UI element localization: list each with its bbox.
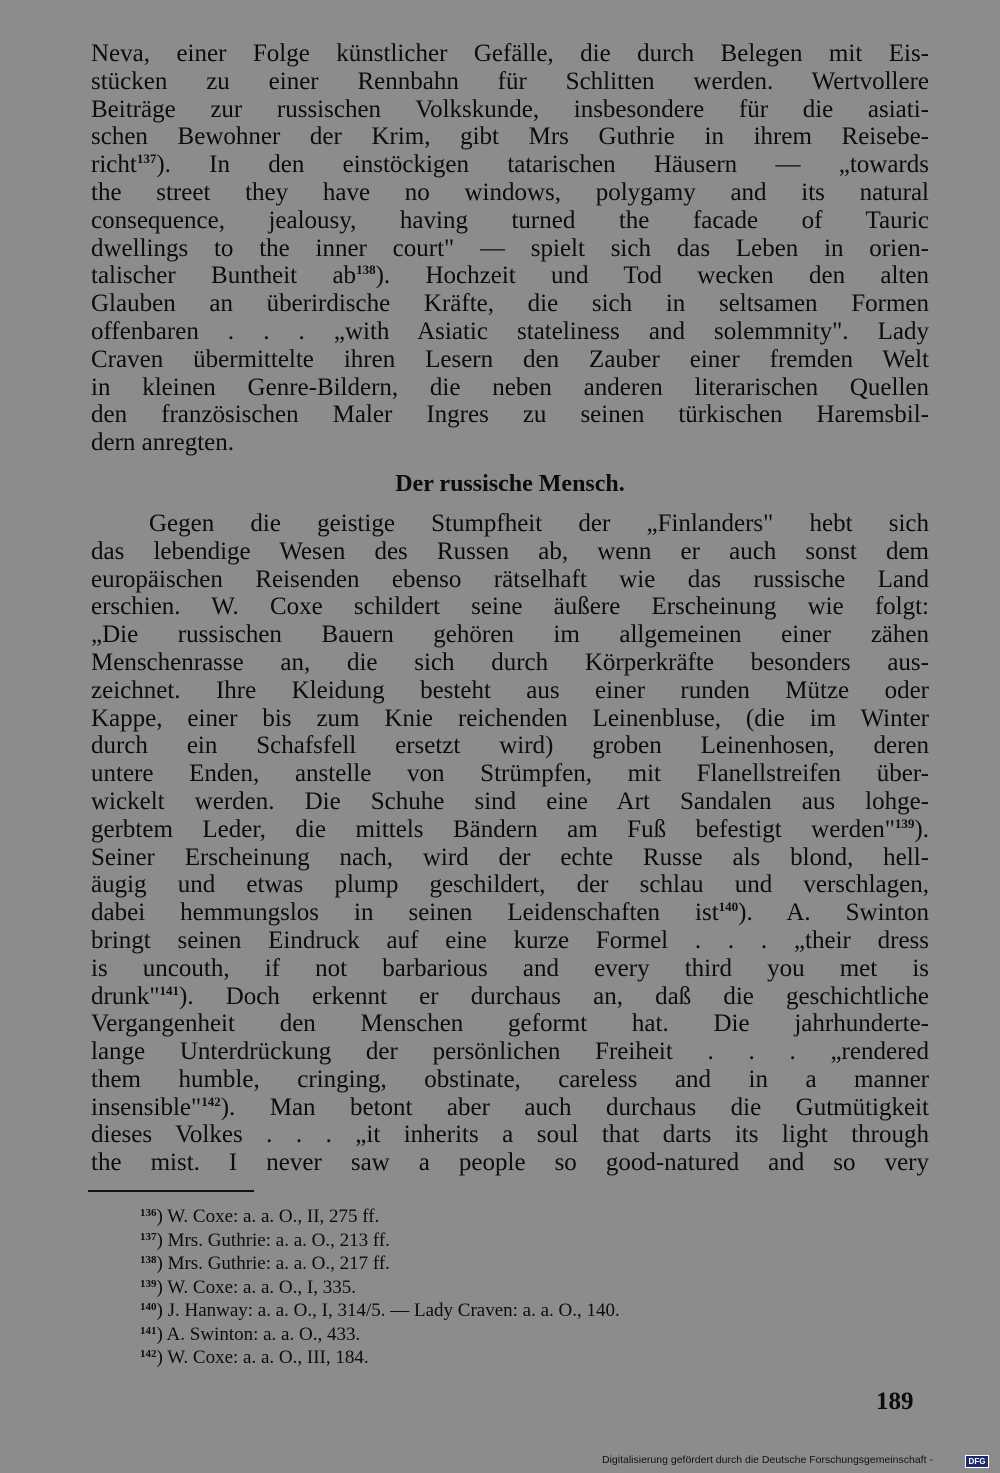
text-line: dwellings to the inner court" — spielt sich das Leben in orien- xyxy=(91,234,929,262)
footnote-ref: 141 xyxy=(159,982,180,998)
footnote-ref: 138 xyxy=(356,262,376,278)
text-line: is uncouth, if not barbarious and every third you met is xyxy=(91,954,929,982)
text-line: in kleinen Genre-Bildern, die neben anderen literarischen Quellen xyxy=(91,373,929,401)
footnote-number: 142 xyxy=(140,1348,157,1360)
text-line: bringt seinen Eindruck auf eine kurze Formel . . . „their dress xyxy=(91,926,929,954)
dfg-logo: DFG xyxy=(965,1455,989,1468)
footnote-number: 137 xyxy=(140,1230,157,1243)
text-line: zeichnet. Ihre Kleidung besteht aus einer runden Mütze oder xyxy=(91,676,929,704)
footnote-separator xyxy=(88,1190,254,1192)
text-line: Vergangenheit den Menschen geformt hat. Die jahrhunderte- xyxy=(91,1010,929,1038)
footnote: $^{136}$) W. Coxe: a. a. O., II, 275 ff. xyxy=(140,1206,380,1227)
text-line: drunk"$^{141}$). Doch erkennt er durchaus an, daß die geschichtliche xyxy=(91,982,929,1010)
text-line: consequence, jealousy, having turned the facade of Tauric xyxy=(91,206,929,234)
footnote-number: 138 xyxy=(140,1254,157,1266)
text-line: „Die russischen Bauern gehören im allgemeinen einer zähen xyxy=(91,621,929,649)
footnote-ref: 139 xyxy=(894,815,915,831)
footnote-number: 136 xyxy=(140,1207,157,1219)
footnotes xyxy=(140,1205,620,1370)
footnote-ref: 137 xyxy=(136,151,157,167)
text-line: untere Enden, anstelle von Strümpfen, mit Flanellstreifen über- xyxy=(91,760,929,788)
text-line: schen Bewohner der Krim, gibt Mrs Guthrie in ihrem Reisebe- xyxy=(91,123,929,151)
text-line: dern anregten. xyxy=(91,429,234,457)
text-line: europäischen Reisenden ebenso rätselhaft wie das russische Land xyxy=(91,565,929,593)
section-heading: Der russische Mensch. xyxy=(395,470,625,497)
footnote-number: 140 xyxy=(140,1301,157,1313)
text-line: richt$^{137}$). In den einstöckigen tatarischen Häusern — „towards xyxy=(91,151,929,179)
footnote: $^{142}$) W. Coxe: a. a. O., III, 184. xyxy=(140,1347,369,1368)
text-line: offenbaren . . . „with Asiatic stateliness and solemmnity". Lady xyxy=(91,317,929,345)
footnote-number: 139 xyxy=(140,1277,157,1290)
text-line: gerbtem Leder, die mittels Bändern am Fuß befestigt werden"$^{139}$). xyxy=(91,815,929,843)
text-line: Kappe, einer bis zum Knie reichenden Leinenbluse, (die im Winter xyxy=(91,704,929,732)
text-line: Craven übermittelte ihren Lesern den Zauber einer fremden Welt xyxy=(91,345,929,373)
footnote: $^{141}$) A. Swinton: a. a. O., 433. xyxy=(140,1323,361,1345)
footnote: $^{139}$) W. Coxe: a. a. O., I, 335. xyxy=(140,1276,356,1298)
page-number: 189 xyxy=(876,1388,914,1415)
text-line: the mist. I never saw a people so good-natured and so very xyxy=(91,1149,929,1177)
digitization-credit: Digitalisierung gefördert durch die Deutsche Forschungsgemeinschaft - xyxy=(602,1454,933,1466)
text-line: Gegen die geistige Stumpfheit der „Finlanders" hebt sich xyxy=(149,509,929,537)
page-text xyxy=(91,40,929,1177)
text-line: erschien. W. Coxe schildert seine äußere Erscheinung wie folgt: xyxy=(91,593,929,621)
section-paragraph xyxy=(91,510,929,1177)
text-line: talischer Buntheit $ab^{138}$). Hochzeit und Tod wecken den alten xyxy=(91,262,929,290)
text-line: äugig und etwas plump geschildert, der schlau und verschlagen, xyxy=(91,871,929,899)
footnote-ref: 142 xyxy=(201,1093,221,1109)
text-line: lange Unterdrückung der persönlichen Freiheit . . . „rendered xyxy=(91,1038,929,1066)
footnote: $^{140}$) J. Hanway: a. a. O., I, 314/5. — Lady Craven: a. a. O., 140. xyxy=(140,1300,620,1321)
text-line: Glauben an überirdische Kräfte, die sich in seltsamen Formen xyxy=(91,290,929,318)
intro-paragraph xyxy=(91,40,929,457)
text-line: wickelt werden. Die Schuhe sind eine Art Sandalen aus lohge- xyxy=(91,787,929,815)
text-line: durch ein Schafsfell ersetzt wird) groben Leinenhosen, deren xyxy=(91,732,929,760)
text-line: insensible"$^{142}$). Man betont aber auch durchaus die Gutmütigkeit xyxy=(91,1093,929,1121)
footnote: $^{138}$) Mrs. Guthrie: a. a. O., 217 ff. xyxy=(140,1253,390,1274)
text-line: das lebendige Wesen des Russen ab, wenn er auch sonst dem xyxy=(91,537,929,565)
text-line: Beiträge zur russischen Volkskunde, insbesondere für die asiati- xyxy=(91,95,929,123)
text-line: them humble, cringing, obstinate, careless and in a manner xyxy=(91,1065,929,1093)
text-line: the street they have no windows, polygamy and its natural xyxy=(91,178,929,206)
text-line: dieses Volkes . . . „it inherits a soul that darts its light through xyxy=(91,1121,929,1149)
footnote-number: 141 xyxy=(140,1324,157,1337)
footnote: $^{137}$) Mrs. Guthrie: a. a. O., 213 ff. xyxy=(140,1229,390,1251)
text-line: den französischen Maler Ingres zu seinen türkischen Haremsbil- xyxy=(91,401,929,429)
footnote-ref: 140 xyxy=(718,899,739,915)
text-line: dabei hemmungslos in seinen Leidenschaften ist$^{140}$). A. Swinton xyxy=(91,899,929,927)
text-line: Seiner Erscheinung nach, wird der echte Russe als blond, hell- xyxy=(91,843,929,871)
text-line: Neva, einer Folge künstlicher Gefälle, die durch Belegen mit Eis- xyxy=(91,40,929,67)
text-line: stücken zu einer Rennbahn für Schlitten werden. Wertvollere xyxy=(91,67,929,95)
text-line: Menschenrasse an, die sich durch Körperkräfte besonders aus- xyxy=(91,648,929,676)
